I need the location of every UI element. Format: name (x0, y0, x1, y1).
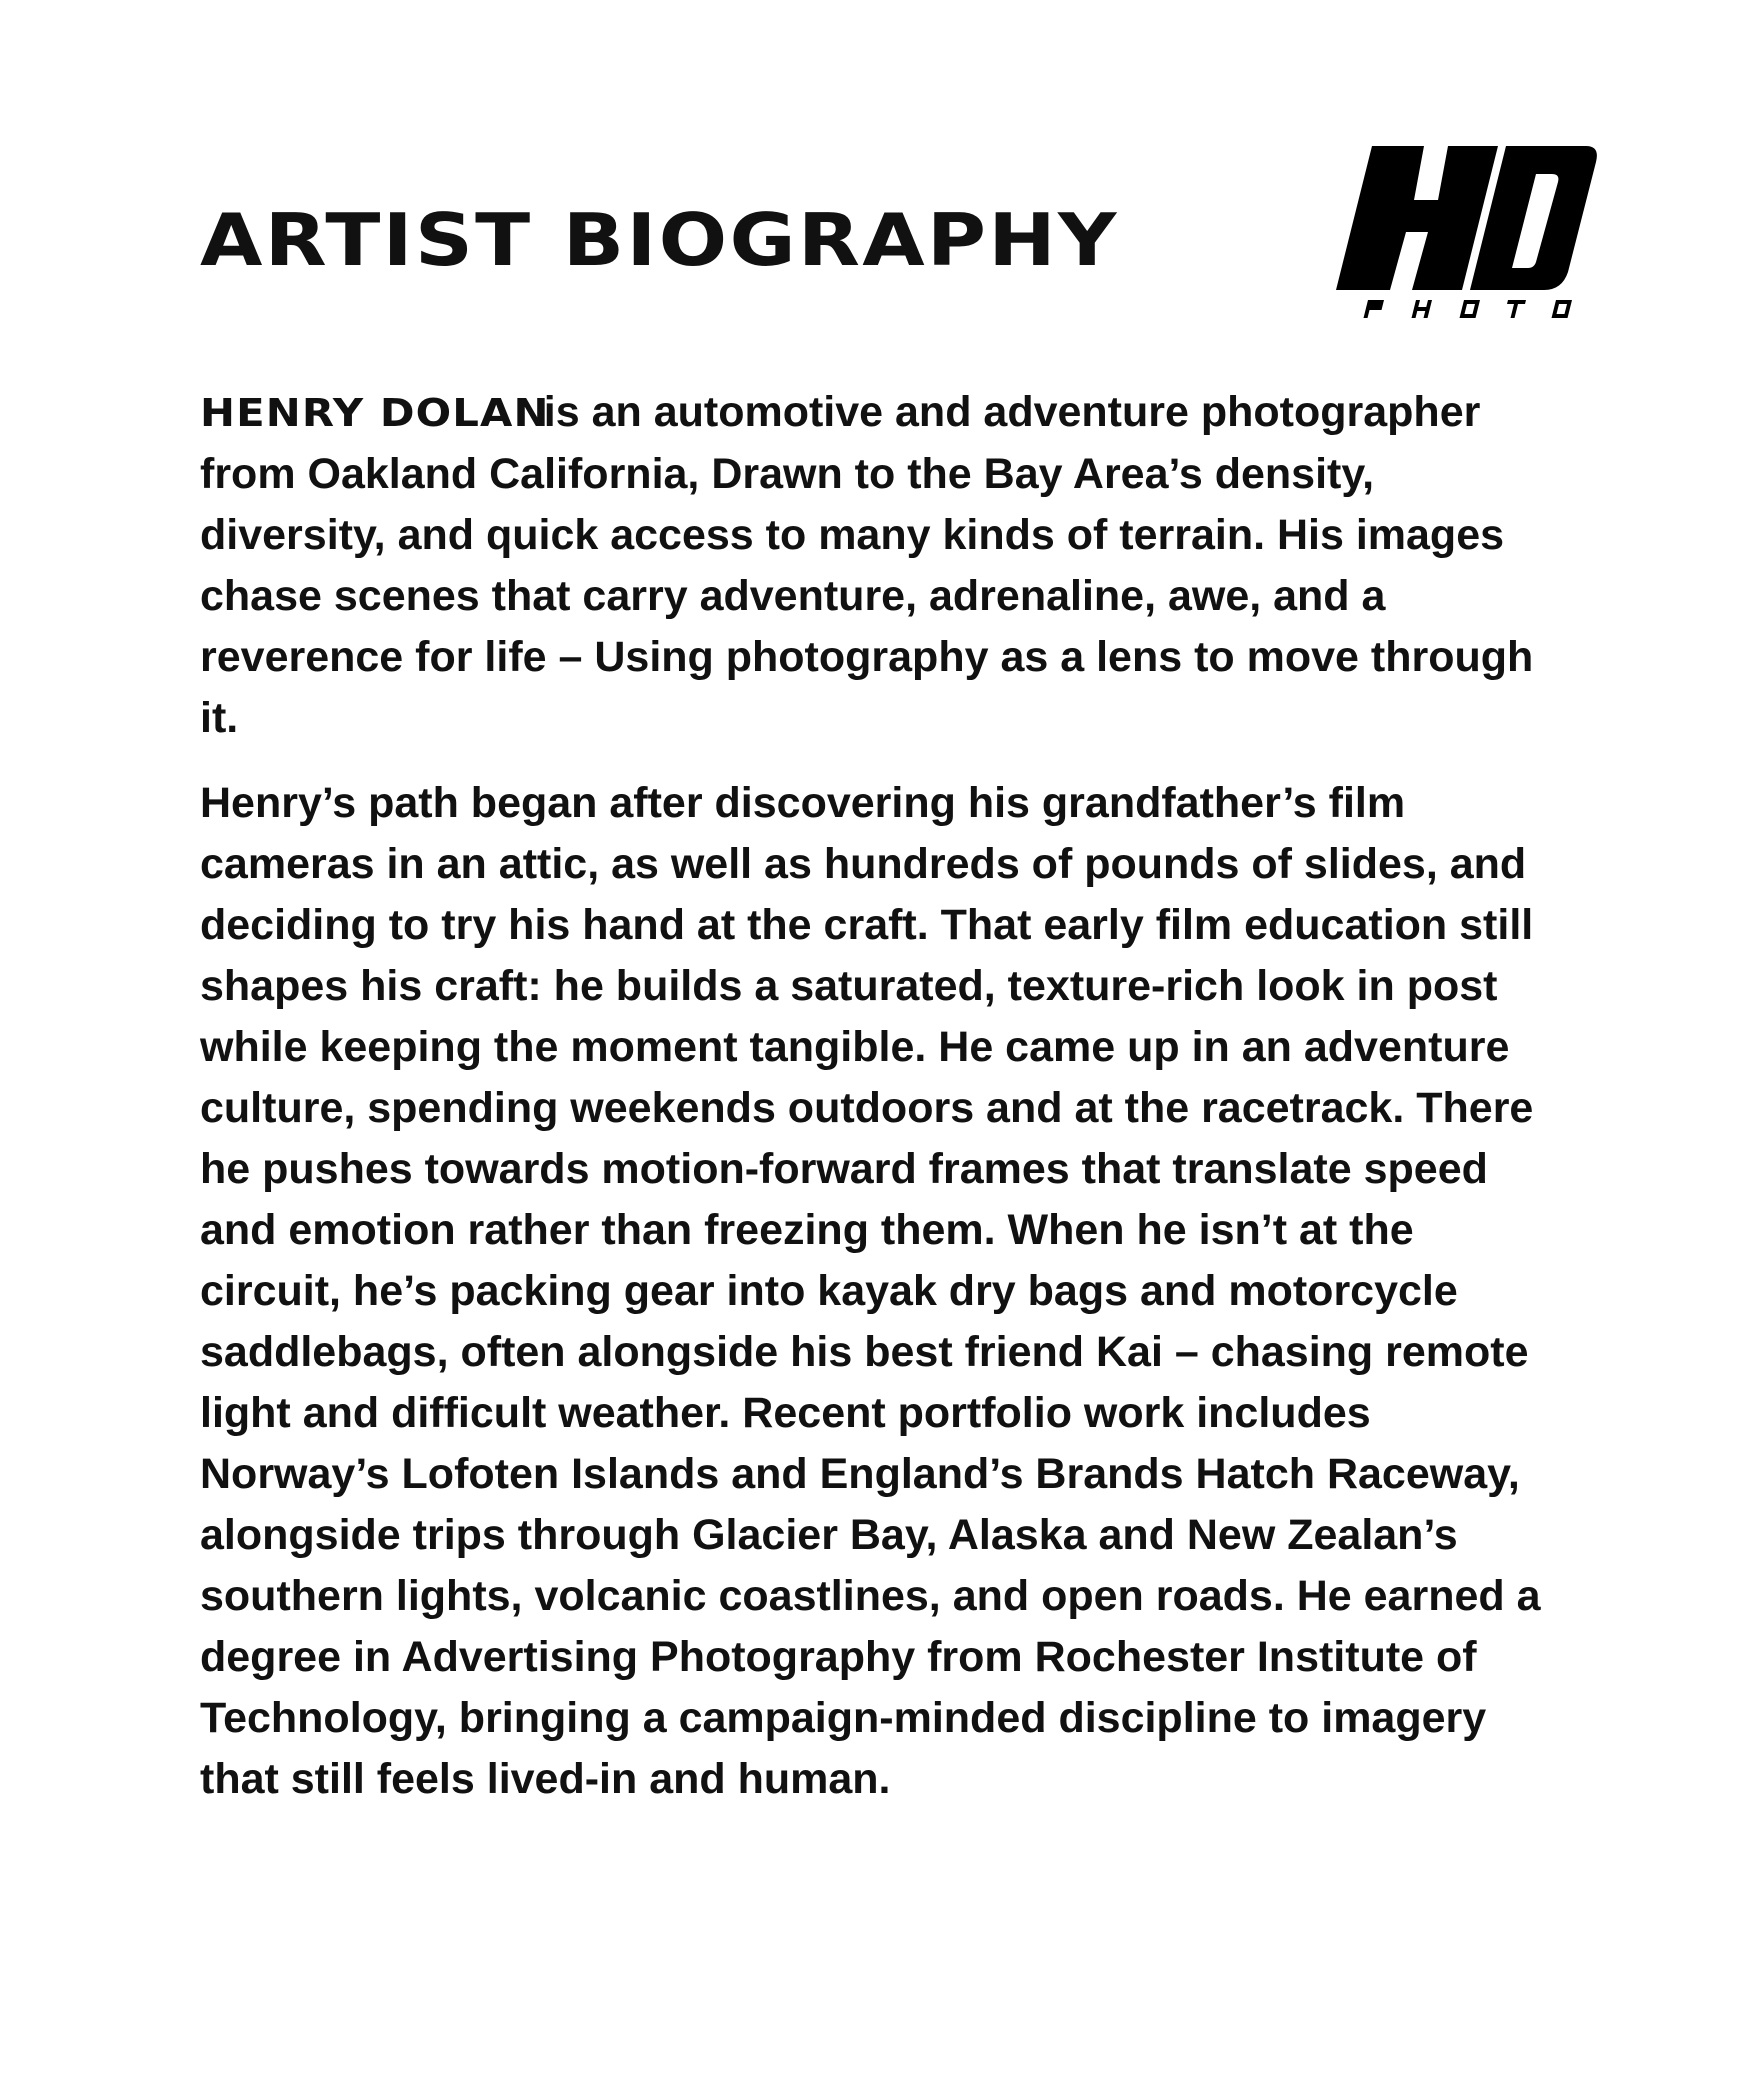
logo-letter-h (1336, 146, 1498, 290)
artist-name: HENRY DOLAN (200, 391, 550, 435)
background-paragraph: Henry’s path began after discovering his grandfather’s film cameras in an attic, as well as hundreds of pounds of slides, and deciding to try his hand at the craft. That early film education still shapes his craft: he builds a saturated, texture-rich look in post while keeping the moment tangible. He came up in an adventure culture, spending weekends outdoors and at the racetrack. There he pushes towards motion-forward frames that translate speed and emotion rather than freezing them. When he isn’t at the circuit, he’s packing gear into kayak dry bags and motorcycle saddlebags, often alongside his best friend Kai – chasing remote light and difficult weather. Recent portfolio work includes Norway’s Lofoten Islands and England’s Brands Hatch Raceway, alongside trips through Glacier Bay, Alaska and New Zealan’s southern lights, volcanic coastlines, and open roads. He earned a degree in Advertising Photography from Rochester Institute of Technology, bringing a campaign-minded discipline to imagery that still feels lived-in and human. (200, 779, 1541, 1803)
logo-tagline-glyphs (1364, 300, 1572, 318)
biography (200, 382, 1560, 1810)
hd-photo-logo (1328, 144, 1600, 322)
intro-text: is an automotive and adventure photographer from Oakland California, Drawn to the Bay Area’s density, diversity, and quick access to many kinds of terrain. His images chase scenes that carry adventure, adrenaline, awe, and a reverence for life – Using photography as a lens to move through it. (200, 388, 1534, 742)
intro-paragraph (200, 382, 1560, 749)
page-title: ARTIST BIOGRAPHY (200, 198, 1119, 282)
